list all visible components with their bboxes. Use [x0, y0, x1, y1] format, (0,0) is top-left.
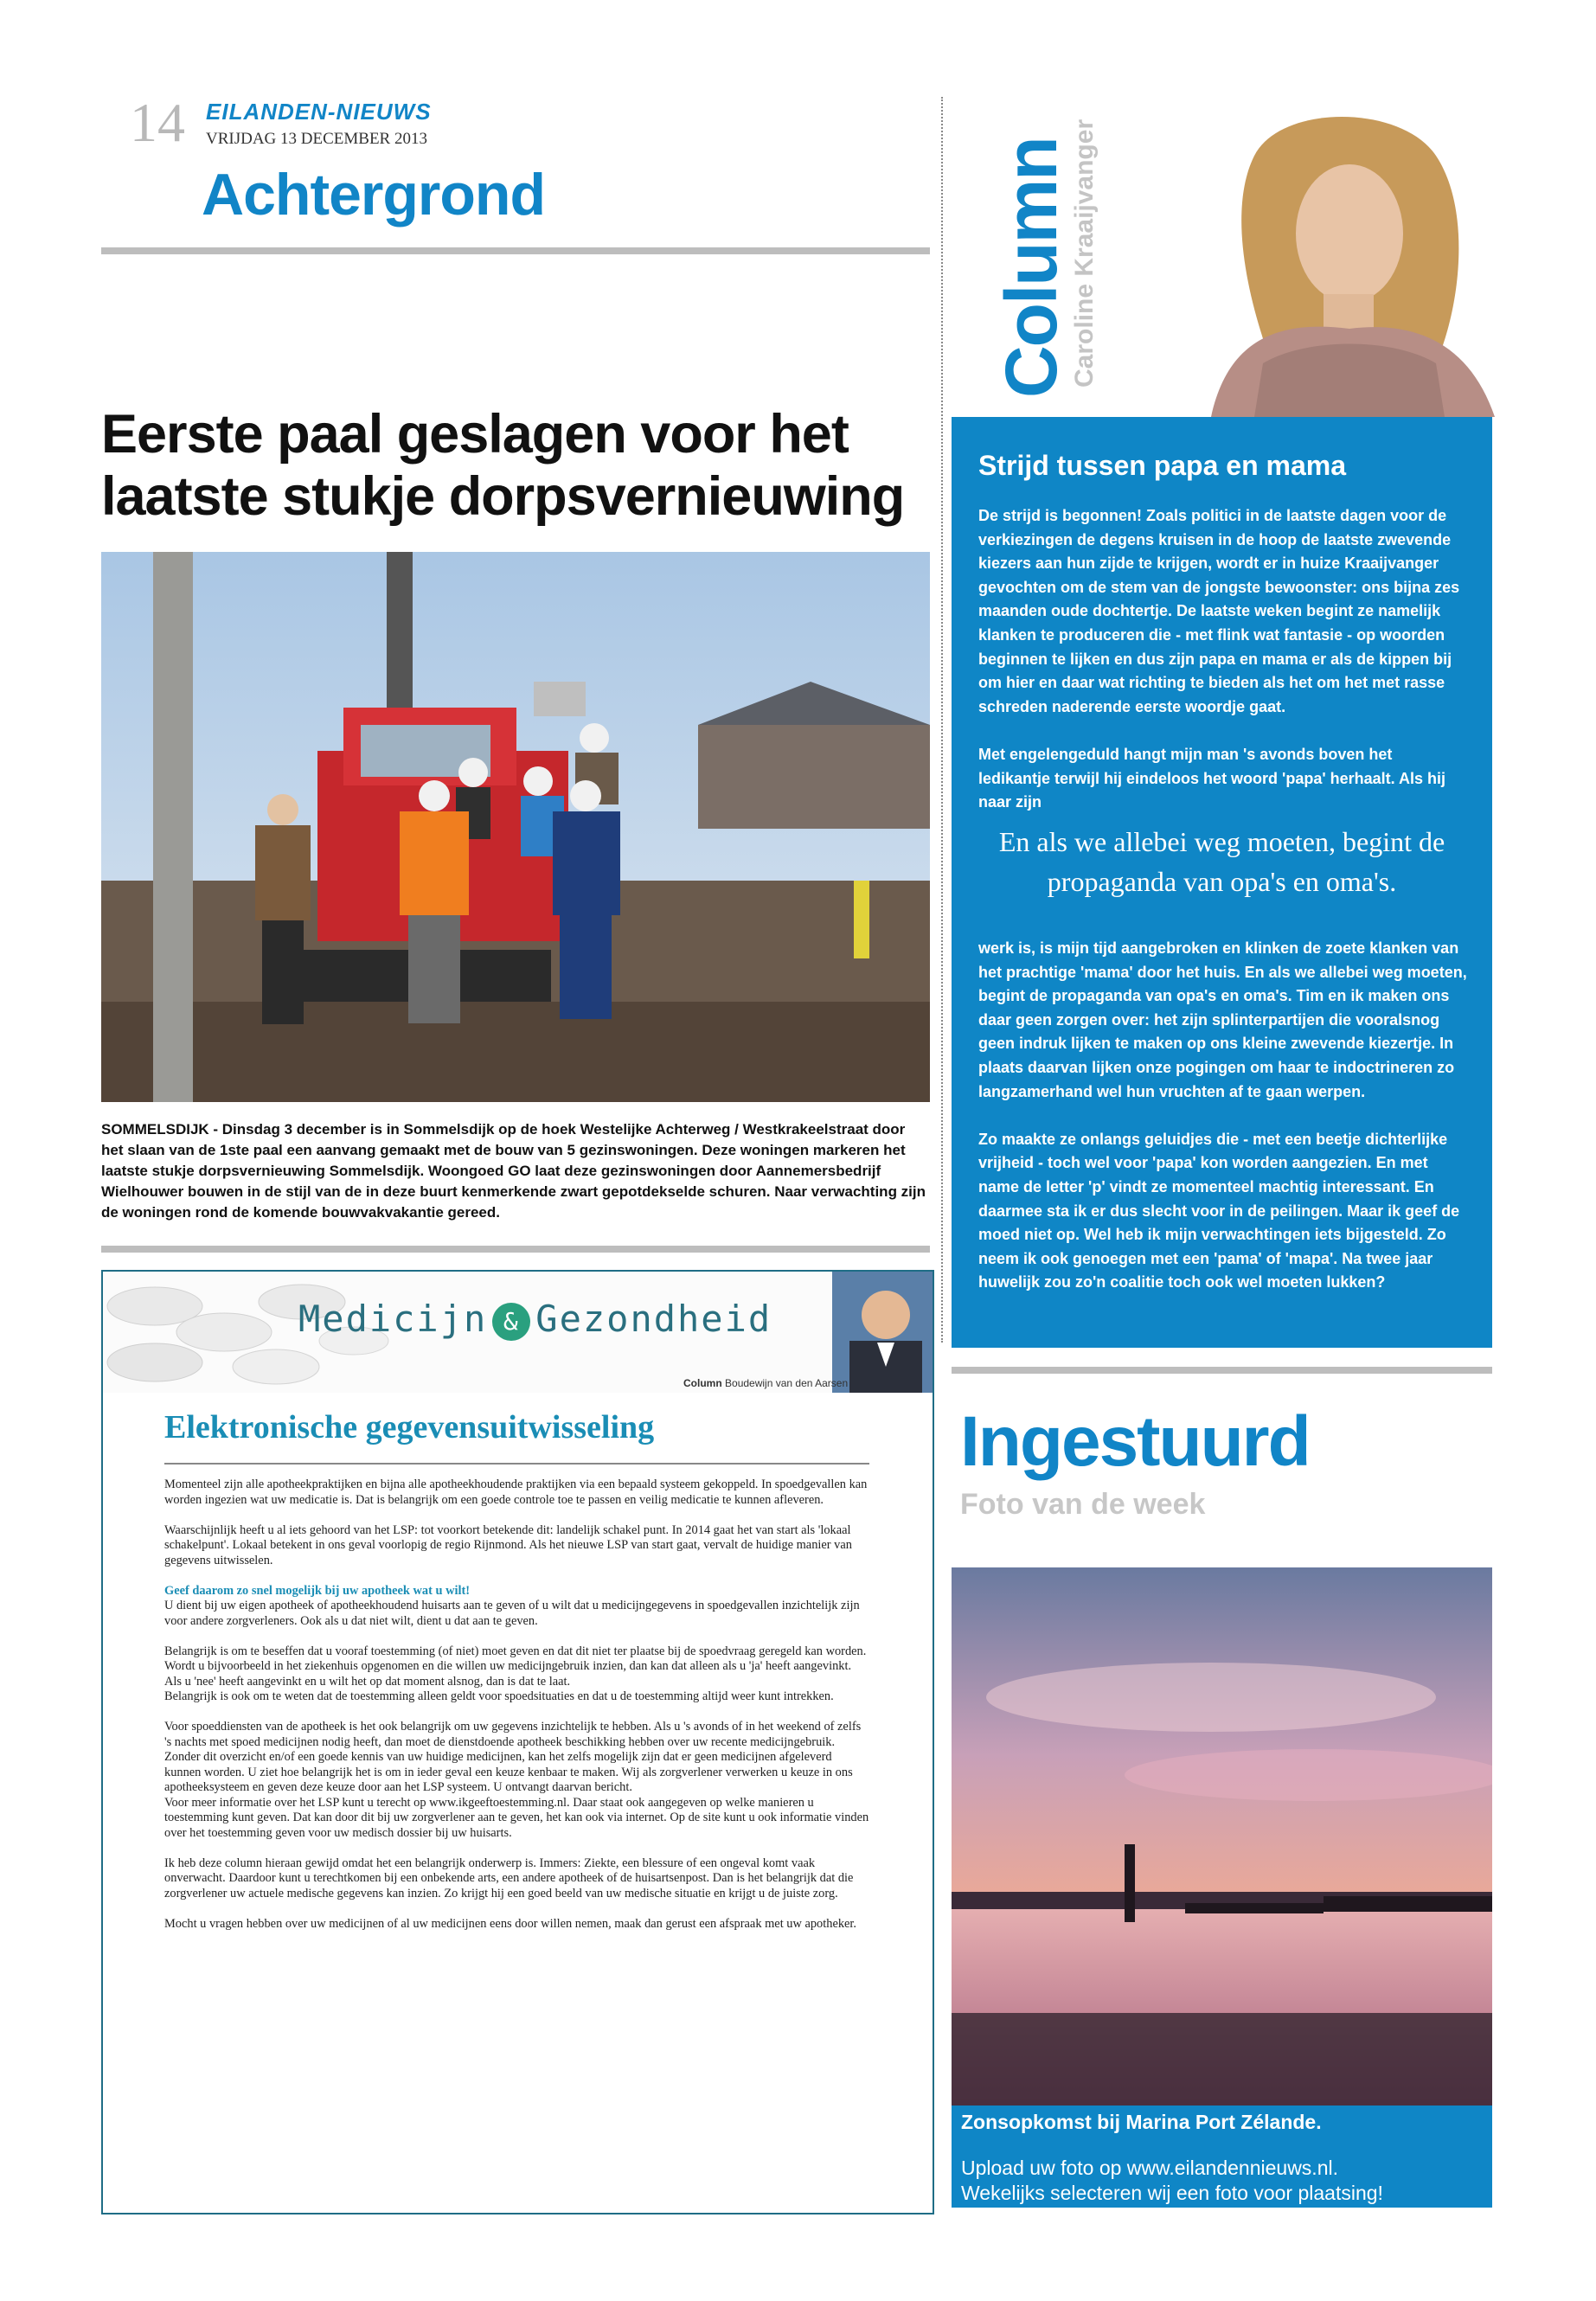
portrait-illustration: [1176, 104, 1495, 417]
column-pull-quote: En als we allebei weg moeten, begint de propaganda van opa's en oma's.: [998, 826, 1445, 897]
photo-of-week-caption: Zonsopkomst bij Marina Port Zélande.: [961, 2111, 1322, 2133]
health-paragraph: Mocht u vragen hebben over uw medicijnen of al uw medicijnen eens door willen nemen, maak dan gerust een afspraak met uw apotheker.: [164, 1916, 857, 1931]
health-paragraph: [164, 1644, 869, 1705]
health-paragraph-text: Voor spoeddiensten van de apotheek is het ook belangrijk om uw gegevens inzichtelijk te hebben. Als u 's avonds of in het weekend of zelfs 's nachts met spoed medicijnen nodig heeft, dan moet de dienstdoende apotheek beschikking hebben over uw recente medicijngebruik. Zonder dit overzicht en/of een goede kennis van uw huidige medicijnen, kan het zelfs mogelijk zijn dat er geen medicijnen afgeleverd kunnen worden. U ziet hoe belangrijk het is om in ieder geval een keuze kenbaar te maken. Wij als zorgverlener verwerken u keuze in ons apotheeksysteem en geven deze keuze door aan het LSP systeem. U ontvangt daarvan bericht.: [164, 1720, 862, 1794]
health-article-body: [164, 1477, 869, 1947]
sunrise-photo-illustration: [952, 1567, 1492, 2106]
issue-date: VRIJDAG 13 DECEMBER 2013: [206, 130, 427, 148]
ingestuurd-title: Ingestuurd: [960, 1402, 1310, 1481]
article-photo: [101, 552, 930, 1102]
upload-line: Upload uw foto op www.eilandennieuws.nl.: [961, 2157, 1338, 2179]
column-divider: [941, 97, 943, 1343]
health-title-rule: [164, 1463, 869, 1465]
column-paragraph: Zo maakte ze onlangs geluidjes die - met een beetje dichterlijke vrijheid - toch wel voor 'papa' kon worden aangezien. En met name de letter 'p' vindt ze momenteel machtig interessant. En daarmee sta ik er dus slecht voor in de peilingen. Maar ik geef de moed niet op. Wel heb ik mijn verwachtingen iets bijgesteld. Zo neem ik ook genoegen met een 'pama' of 'mapa'. Na twee jaar huwelijk zou zo'n coalitie toch ook wel moeten lukken?: [978, 1130, 1460, 1292]
column-title: Strijd tussen papa en mama: [978, 450, 1347, 481]
section-title: Achtergrond: [202, 162, 545, 228]
columnist-portrait: [1176, 104, 1495, 417]
column-body-top: [978, 504, 1467, 815]
column-paragraph: De strijd is begonnen! Zoals politici in de laatste dagen voor de verkiezingen de degens kruisen in de hoop de laatste zwevende kiezers aan hun zijde te krijgen, wordt er in huize Kraaijvanger gevochten om de stem van de jongste bewoonster: ons bijna zes maanden oude dochtertje. De laatste weken begint ze namelijk klanken te produceren die - met flink wat fantasie - op woorden beginnen te lijken en dus zijn papa en mama er als de kippen bij om hier en daar wat richting te bieden als het om het met rasse schreden naderende eerste woordje gaat.: [978, 507, 1460, 715]
column-author: Caroline Kraaijvanger: [1070, 119, 1099, 388]
page-number: 14: [130, 92, 185, 153]
article-bottom-rule: [101, 1246, 930, 1253]
health-banner-title: [298, 1298, 772, 1341]
health-paragraph: Waarschijnlijk heeft u al iets gehoord van het LSP: tot voorkort betekende dit: landelijk schakel punt. In 2014 gaat het van start als 'lokaal schakelpunt'. Lokaal betekent in ons geval voorlopig de regio Rijnmond. Als het nieuwe LSP van start gaat, vervalt de huidige manier van gegevens uitwisselen.: [164, 1522, 852, 1567]
column-body-bottom: [978, 937, 1467, 1295]
heart-icon: &: [492, 1303, 530, 1341]
column-paragraph: werk is, is mijn tijd aangebroken en klinken de zoete klanken van het prachtige 'mama' door het huis. En als we allebei weg moeten, begint de propaganda van opa's en oma's. Tim en ik maken ons daar geen zorgen over: het zijn splinterpartijen die vooralsnog geen indruk lijken te maken op ons kleine zwevende kiezertje. In plaats daarvan lijken onze pogingen om haar te indoctrineren zo langzamerhand wel hun vruchten af te gaan werpen.: [978, 939, 1467, 1100]
health-article-title: Elektronische gegevensuitwisseling: [164, 1409, 655, 1445]
photo-caption: SOMMELSDIJK - Dinsdag 3 december is in Sommelsdijk op de hoek Westelijke Achterweg / Westkrakeelstraat door het slaan van de 1ste paal een aanvang gemaakt met de bouw van 5 gezinswoningen. Deze woningen markeren het laatste stukje dorpsvernieuwing Sommelsdijk. Woongoed GO laat deze gezinswoningen door Aannemersbedrijf Wielhouwer bouwen in de stijl van de in deze buurt kenmerkende zwart gepotdekselde schuren. Naar verwachting zijn de woningen rond de komende bouwvakvakantie gereed.: [101, 1121, 926, 1221]
health-paragraph: [164, 1584, 869, 1630]
column-word: Column: [990, 138, 1072, 398]
upload-line: Wekelijks selecteren wij een foto voor plaatsing!: [961, 2182, 1383, 2204]
health-callout: Geef daarom zo snel mogelijk bij uw apotheek wat u wilt!: [164, 1583, 471, 1598]
health-paragraph: Ik heb deze column hieraan gewijd omdat het een belangrijk onderwerp is. Immers: Ziekte, een blessure of een ongeval komt vaak onverwacht. Daardoor kunt u terechtkomen bij een onbekende arts, een andere apotheek of de huisartsenpost. Dan is het belangrijk dat die zorgverlener uw actuele medische gegevens kan inzien. Zo krijgt hij een goed beeld van uw medische situatie en krijgt u de juiste zorg.: [164, 1856, 854, 1900]
newspaper-brand: EILANDEN-NIEUWS: [206, 99, 432, 125]
upload-instructions: [961, 2156, 1480, 2206]
health-paragraph: [164, 1720, 869, 1841]
header-rule: [101, 247, 930, 254]
photo-of-the-week: [952, 1567, 1492, 2106]
byline-author: Boudewijn van den Aarsen: [725, 1377, 849, 1389]
byline-label: Column: [683, 1377, 722, 1389]
article-headline: Eerste paal geslagen voor het laatste stukje dorpsvernieuwing: [101, 404, 905, 527]
health-paragraph-text: Voor meer informatie over het LSP kunt u terecht op www.ikgeeftoestemming.nl. Daar staat ook aangegeven op welke manieren u toestemming kunt geven. Dat kan door dit bij uw zorgverlener aan te geven, het kan ook via internet. Op de site kunt u ook informatie vinden over het toestemming geven voor uw medisch dossier bij uw huisarts.: [164, 1795, 869, 1840]
health-paragraph-text: U dient bij uw eigen apotheek of apotheekhoudend huisarts aan te geven of u wilt dat u medicijngegevens in spoedgevallen inzichtelijk zijn voor andere zorgverleners. Ook als u dat niet wilt, dient u dat aan te geven.: [164, 1599, 860, 1628]
construction-photo-illustration: [101, 552, 930, 1102]
ingestuurd-subtitle: Foto van de week: [960, 1488, 1206, 1521]
health-paragraph-text: Belangrijk is om te beseffen dat u vooraf toestemming (of niet) moet geven en dat dit niet ter plaatse bij de spoedvraag geregeld kan worden. Wordt u bijvoorbeeld in het ziekenhuis opgenomen en die willen uw medicijngebruik inzien, dan kan dat alleen als u 'ja' heeft aangevinkt. Als u 'nee' heeft aangevinkt en u wilt het op dat moment alsnog, dan is dat te laat.: [164, 1644, 867, 1689]
health-column-byline: [683, 1377, 848, 1389]
health-paragraph-text: Belangrijk is ook om te weten dat de toestemming alleen geldt voor spoedsituaties en dat u de toestemming altijd weer kunt intrekken.: [164, 1689, 834, 1703]
banner-word-medicijn: Medicijn: [298, 1298, 488, 1340]
banner-word-gezondheid: Gezondheid: [535, 1298, 772, 1340]
column-paragraph: Met engelengeduld hangt mijn man 's avonds boven het ledikantje terwijl hij eindeloos het woord 'papa' herhaalt. Als hij naar zijn: [978, 745, 1445, 811]
health-paragraph: Momenteel zijn alle apotheekpraktijken en bijna alle apotheekhoudende praktijken via een bepaald systeem gekoppeld. In spoedgevallen kan worden ingezien wat uw medicatie is. Dat is belangrijk om een goede controle toe te passen en veilig medicatie te kunnen afleveren.: [164, 1477, 868, 1507]
ingestuurd-rule: [952, 1367, 1492, 1374]
